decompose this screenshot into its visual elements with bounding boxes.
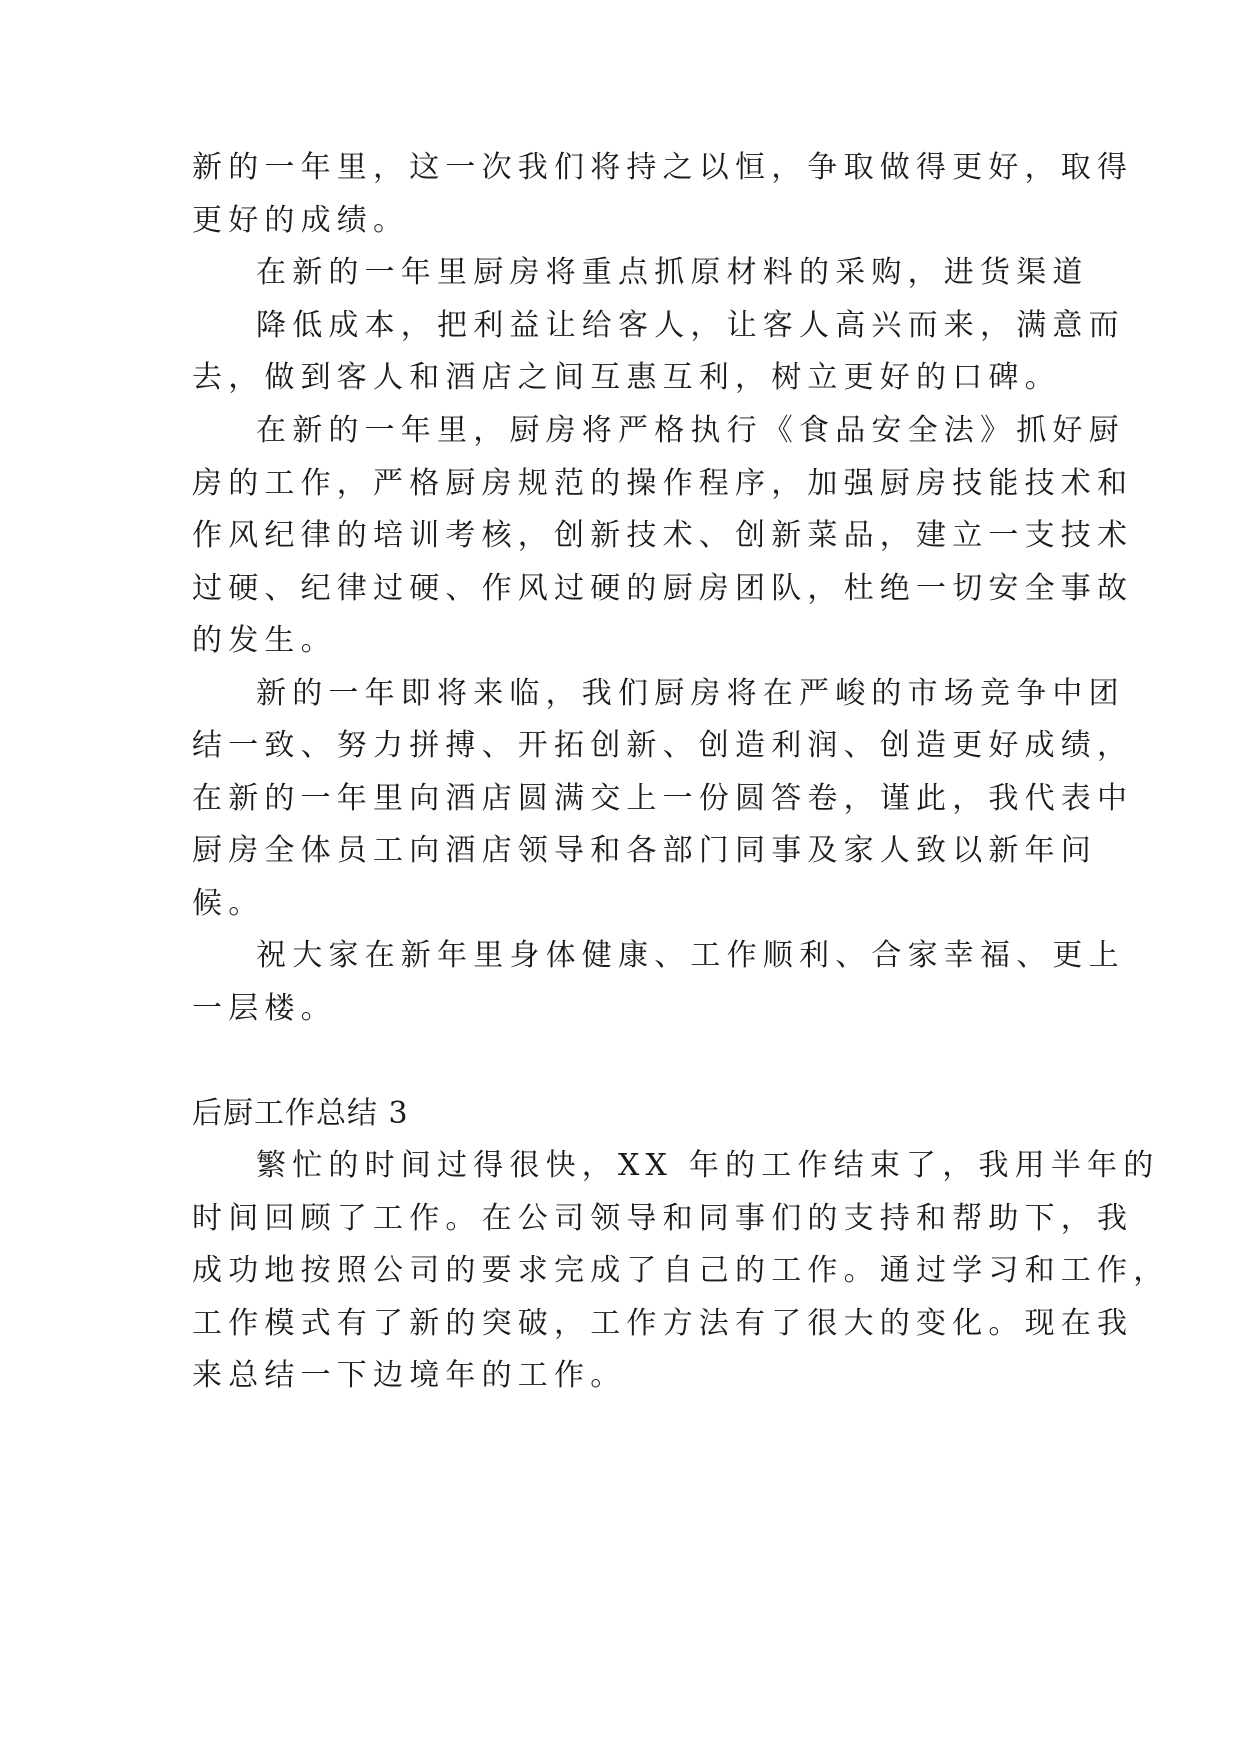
text-line: 成功地按照公司的要求完成了自己的工作。通过学习和工作， <box>192 1253 1170 1288</box>
text-line: 房的工作，严格厨房规范的操作程序，加强厨房技能技术和 <box>192 466 1134 501</box>
text-line: 厨房全体员工向酒店领导和各部门同事及家人致以新年问 <box>192 833 1097 868</box>
text-line: 时间回顾了工作。在公司领导和同事们的支持和帮助下，我 <box>192 1201 1134 1236</box>
paragraph-start-line: 祝大家在新年里身体健康、工作顺利、合家幸福、更上 <box>256 938 1125 973</box>
text-line: 作风纪律的培训考核，创新技术、创新菜品，建立一支技术 <box>192 518 1134 553</box>
paragraph-start-line: 在新的一年里，厨房将严格执行《食品安全法》抓好厨 <box>256 413 1125 448</box>
section-heading: 后厨工作总结 3 <box>192 1096 409 1131</box>
text-line: 结一致、努力拼搏、开拓创新、创造利润、创造更好成绩， <box>192 728 1134 763</box>
text-line: 候。 <box>192 886 265 921</box>
paragraph-start-line: 新的一年即将来临，我们厨房将在严峻的市场竞争中团 <box>256 676 1125 711</box>
paragraph-start-line: 降低成本，把利益让给客人，让客人高兴而来，满意而 <box>256 308 1125 343</box>
text-line: 去，做到客人和酒店之间互惠互利，树立更好的口碑。 <box>192 360 1061 395</box>
text-line: 过硬、纪律过硬、作风过硬的厨房团队，杜绝一切安全事故 <box>192 571 1134 606</box>
paragraph-start-line: 在新的一年里厨房将重点抓原材料的采购，进货渠道 <box>256 255 1089 290</box>
text-line: 新的一年里，这一次我们将持之以恒，争取做得更好，取得 <box>192 150 1134 185</box>
text-line: 在新的一年里向酒店圆满交上一份圆答卷，谨此，我代表中 <box>192 781 1134 816</box>
text-line: 工作模式有了新的突破，工作方法有了很大的变化。现在我 <box>192 1306 1134 1341</box>
text-line: 一层楼。 <box>192 991 337 1026</box>
text-line: 来总结一下边境年的工作。 <box>192 1358 627 1393</box>
paragraph-start-line: 繁忙的时间过得很快，XX 年的工作结束了，我用半年的 <box>256 1148 1160 1183</box>
text-line: 的发生。 <box>192 623 337 658</box>
text-line: 更好的成绩。 <box>192 203 410 238</box>
